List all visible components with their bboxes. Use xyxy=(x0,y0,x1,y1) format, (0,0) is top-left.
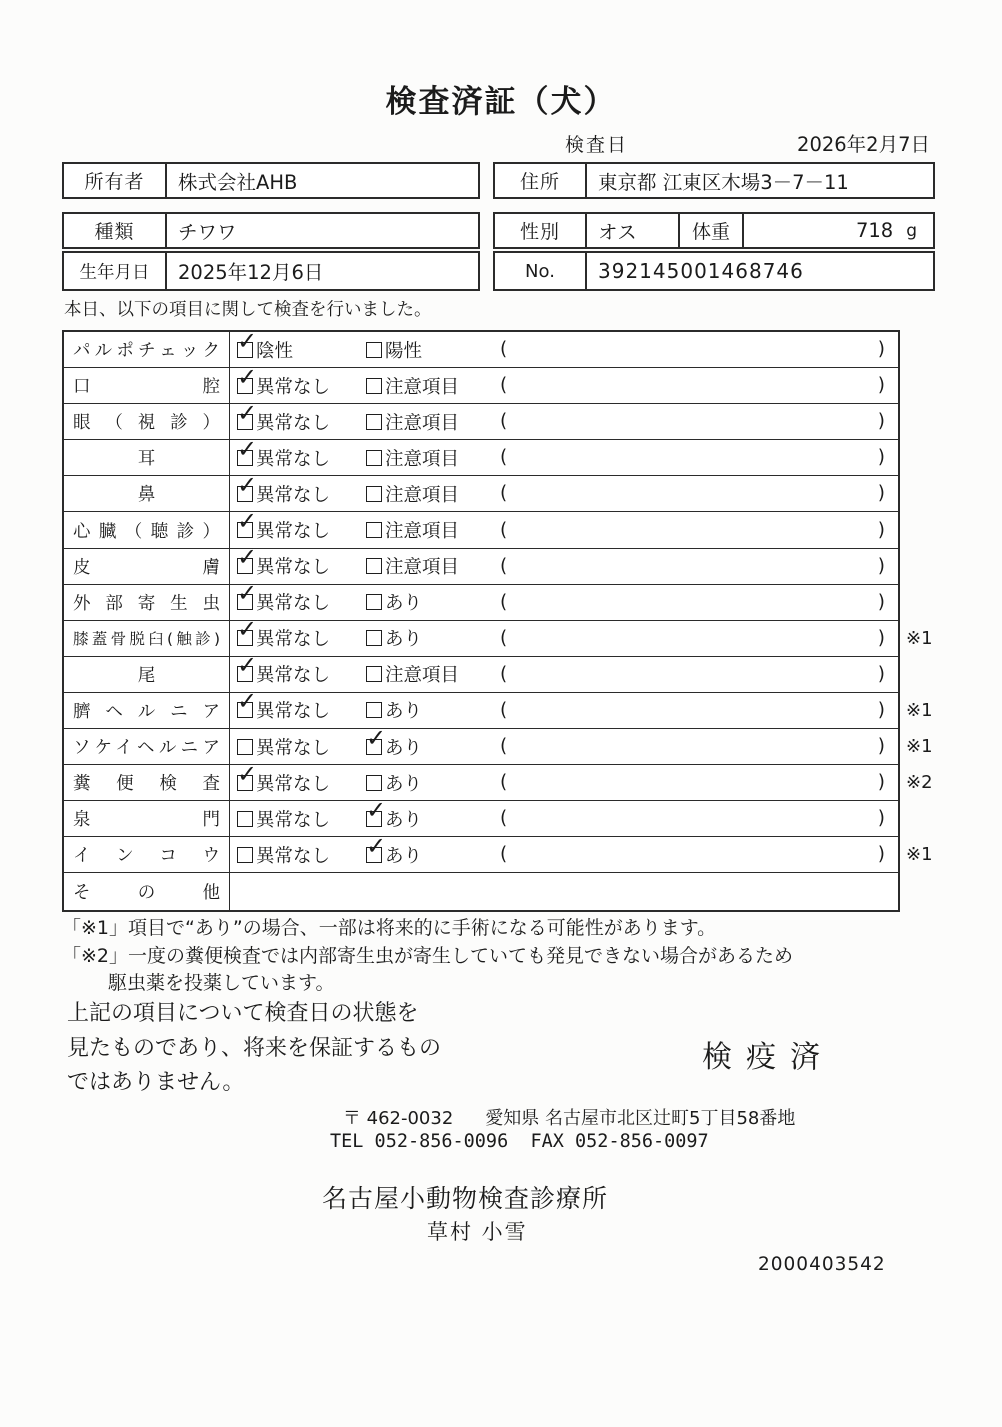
checkbox-checked-icon xyxy=(237,378,253,394)
species-label: 種類 xyxy=(64,214,167,247)
remarks-paren-open: ( xyxy=(500,411,508,433)
checklist-row xyxy=(64,440,898,476)
result-option-label: 異常なし xyxy=(256,412,331,434)
remarks-paren-close: ) xyxy=(877,339,885,361)
weight-unit: g xyxy=(906,220,917,241)
owner-value: 株式会社AHB xyxy=(178,170,298,194)
clinic-name: 名古屋小動物検査診療所 xyxy=(322,1184,609,1213)
intro-text: 本日、以下の項目に関して検査を行いました。 xyxy=(64,300,432,320)
checkbox-checked-icon xyxy=(237,486,253,502)
checkbox-unchecked-icon xyxy=(237,739,253,755)
exam-result-cell xyxy=(230,368,898,403)
checkbox-unchecked-icon xyxy=(366,450,382,466)
result-option-label: 注意項目 xyxy=(385,412,460,434)
result-option-label: 異常なし xyxy=(256,484,331,506)
checkbox-unchecked-icon xyxy=(366,702,382,718)
checklist-row xyxy=(64,657,898,693)
result-option xyxy=(366,625,500,651)
exam-item-label-cell xyxy=(64,657,230,692)
result-option xyxy=(366,589,500,615)
exam-result-cell xyxy=(230,765,898,800)
exam-item-label-cell xyxy=(64,368,230,403)
id-number-box xyxy=(493,251,935,291)
result-option xyxy=(366,661,500,687)
exam-item-label-cell xyxy=(64,512,230,547)
checkbox-unchecked-icon xyxy=(237,811,253,827)
exam-result-cell xyxy=(230,657,898,692)
checkbox-unchecked-icon xyxy=(366,558,382,574)
result-option-label: 異常なし xyxy=(256,845,331,867)
result-option xyxy=(237,373,366,399)
postal-code: 〒 462-0032 xyxy=(342,1108,454,1129)
species-value: チワワ xyxy=(178,220,237,244)
checkbox-unchecked-icon xyxy=(366,666,382,682)
checkbox-checked-icon xyxy=(366,847,382,863)
result-option xyxy=(366,409,500,435)
exam-result-cell xyxy=(230,404,898,439)
owner-box xyxy=(62,162,480,199)
clinic-address: 愛知県 名古屋市北区辻町5丁目58番地 xyxy=(485,1108,796,1129)
inspection-date-value: 2026年2月7日 xyxy=(797,133,930,156)
row-footnote-marker: ※2 xyxy=(906,772,933,794)
result-option xyxy=(366,481,500,507)
remarks-paren-close: ) xyxy=(877,483,885,505)
checklist-row xyxy=(64,873,898,909)
disclaimer-line-2: 見たものであり、将来を保証するもの xyxy=(67,1035,442,1061)
remarks-paren-close: ) xyxy=(877,519,885,541)
result-option xyxy=(237,481,366,507)
result-option-label: 異常なし xyxy=(256,521,331,543)
result-option xyxy=(366,770,500,796)
exam-item-label: 外部寄生虫 xyxy=(73,593,220,614)
checkbox-checked-icon xyxy=(237,342,253,358)
exam-item-label: インコウ xyxy=(73,846,220,867)
remarks-paren-open: ( xyxy=(500,519,508,541)
result-option xyxy=(237,697,366,723)
exam-item-label-cell xyxy=(64,729,230,764)
remarks-paren-close: ) xyxy=(877,591,885,613)
inspection-date-label: 検査日 xyxy=(565,134,629,156)
exam-item-label: パルポチェック xyxy=(73,341,220,362)
checklist-row xyxy=(64,621,933,657)
exam-item-label: 耳 xyxy=(137,449,156,470)
result-option-label: 異常なし xyxy=(256,557,331,579)
owner-label: 所有者 xyxy=(64,164,167,197)
checkbox-unchecked-icon xyxy=(366,486,382,502)
result-option xyxy=(237,409,366,435)
remarks-paren-open: ( xyxy=(500,844,508,866)
exam-result-cell xyxy=(230,801,898,836)
result-option xyxy=(237,445,366,471)
checklist-row xyxy=(64,332,898,368)
remarks-paren-close: ) xyxy=(877,375,885,397)
checklist-row xyxy=(64,549,898,585)
footnote-2-continued: 駆虫薬を投薬しています。 xyxy=(108,972,335,994)
result-option-label: 異常なし xyxy=(256,773,331,795)
checkbox-checked-icon xyxy=(366,739,382,755)
birthdate-label: 生年月日 xyxy=(64,253,167,289)
result-option-label: 注意項目 xyxy=(385,376,460,398)
remarks-paren-open: ( xyxy=(500,447,508,469)
remarks-paren-close: ) xyxy=(877,844,885,866)
checkbox-checked-icon xyxy=(237,450,253,466)
owner-address-box xyxy=(493,162,935,199)
result-option-label: 陰性 xyxy=(256,340,294,362)
checklist-row xyxy=(64,765,933,801)
exam-item-label-cell xyxy=(64,549,230,584)
checkbox-checked-icon xyxy=(366,811,382,827)
row-footnote-marker: ※1 xyxy=(906,627,933,649)
checkbox-checked-icon xyxy=(237,522,253,538)
checkbox-unchecked-icon xyxy=(366,414,382,430)
remarks-paren-close: ) xyxy=(877,699,885,721)
sex-value: オス xyxy=(587,214,680,247)
exam-result-cell xyxy=(230,512,898,547)
birthdate-value: 2025年12月6日 xyxy=(178,261,324,284)
result-option xyxy=(237,770,366,796)
result-option-label: 異常なし xyxy=(256,809,331,831)
disclaimer-line-1: 上記の項目について検査日の状態を xyxy=(67,1001,419,1026)
exam-item-label-cell xyxy=(64,693,230,728)
checklist-row xyxy=(64,368,898,404)
remarks-paren-open: ( xyxy=(500,772,508,794)
remarks-paren-open: ( xyxy=(500,627,508,649)
page-title: 検査済証（犬） xyxy=(385,84,617,120)
footnotes xyxy=(62,915,793,998)
remarks-paren-close: ) xyxy=(877,555,885,577)
checkbox-checked-icon xyxy=(237,594,253,610)
result-option xyxy=(366,373,500,399)
exam-item-label: 膝蓋骨脱臼(触診) xyxy=(73,630,220,649)
result-option xyxy=(366,734,500,760)
checklist-row xyxy=(64,585,898,621)
checkbox-unchecked-icon xyxy=(366,522,382,538)
exam-item-label: 心臓（聴診） xyxy=(73,521,220,542)
result-option xyxy=(237,337,366,363)
remarks-paren-close: ) xyxy=(877,772,885,794)
disclaimer-line-3: ではありません。 xyxy=(67,1070,245,1095)
exam-result-cell xyxy=(230,549,898,584)
quarantine-passed-stamp: 検疫済 xyxy=(702,1040,834,1075)
exam-result-cell xyxy=(230,837,898,872)
veterinarian-name: 草村 小雪 xyxy=(427,1220,528,1244)
exam-item-label: 皮膚 xyxy=(73,557,220,578)
exam-item-label: その他 xyxy=(73,882,220,903)
remarks-paren-open: ( xyxy=(500,663,508,685)
result-option xyxy=(366,806,500,832)
result-option-label: 異常なし xyxy=(256,629,331,651)
checklist-row xyxy=(64,801,898,837)
exam-item-label: 泉門 xyxy=(73,810,220,831)
exam-item-label-cell xyxy=(64,801,230,836)
checkbox-checked-icon xyxy=(237,702,253,718)
exam-item-label-cell xyxy=(64,621,230,656)
result-option-label: 異常なし xyxy=(256,448,331,470)
result-option-label: 陽性 xyxy=(385,340,423,362)
checklist-row xyxy=(64,512,898,548)
exam-result-cell xyxy=(230,621,898,656)
result-option-label: あり xyxy=(385,593,423,615)
remarks-paren-close: ) xyxy=(877,411,885,433)
result-option-label: 異常なし xyxy=(256,593,331,615)
result-option xyxy=(366,337,500,363)
id-number-label: No. xyxy=(495,253,587,289)
remarks-paren-open: ( xyxy=(500,699,508,721)
exam-item-label-cell xyxy=(64,837,230,872)
result-option xyxy=(366,697,500,723)
remarks-paren-open: ( xyxy=(500,483,508,505)
owner-address-label: 住所 xyxy=(495,164,587,197)
result-option-label: 注意項目 xyxy=(385,557,460,579)
weight-value: 718 xyxy=(855,219,894,242)
exam-result-cell xyxy=(230,332,898,367)
exam-result-cell xyxy=(230,693,898,728)
exam-result-cell xyxy=(230,873,898,909)
tel-fax-line: TEL 052-856-0096 FAX 052-856-0097 xyxy=(330,1131,709,1152)
species-box xyxy=(62,212,480,249)
remarks-paren-close: ) xyxy=(877,627,885,649)
exam-item-label: ソケイヘルニア xyxy=(73,738,220,759)
result-option-label: 異常なし xyxy=(256,701,331,723)
result-option-label: 注意項目 xyxy=(385,521,460,543)
remarks-paren-close: ) xyxy=(877,663,885,685)
result-option xyxy=(366,517,500,543)
owner-address-value: 東京都 江東区木場3－7－11 xyxy=(598,170,849,194)
row-footnote-marker: ※1 xyxy=(906,699,933,721)
result-option xyxy=(237,625,366,651)
remarks-paren-open: ( xyxy=(500,375,508,397)
result-option xyxy=(237,553,366,579)
result-option xyxy=(366,842,500,868)
sex-label: 性別 xyxy=(495,214,587,247)
exam-item-label-cell xyxy=(64,585,230,620)
checklist-row xyxy=(64,693,933,729)
result-option xyxy=(237,517,366,543)
result-option-label: 注意項目 xyxy=(385,665,460,687)
exam-item-label: 糞便検査 xyxy=(73,774,220,795)
exam-item-label-cell xyxy=(64,765,230,800)
sex-weight-box xyxy=(493,212,935,249)
id-number-value: 392145001468746 xyxy=(598,259,804,283)
result-option-label: 注意項目 xyxy=(385,484,460,506)
exam-item-label: 鼻 xyxy=(137,485,156,506)
remarks-paren-open: ( xyxy=(500,736,508,758)
checklist-row xyxy=(64,404,898,440)
remarks-paren-open: ( xyxy=(500,808,508,830)
result-option-label: あり xyxy=(385,737,423,759)
footnote-2: 「※2」一度の糞便検査では内部寄生虫が寄生していても発見できない場合があるため xyxy=(62,944,794,967)
birthdate-box xyxy=(62,251,480,291)
exam-item-label-cell xyxy=(64,332,230,367)
footnote-1: 「※1」項目で“あり”の場合、一部は将来的に手術になる可能性があります。 xyxy=(62,917,717,939)
result-option-label: 異常なし xyxy=(256,376,331,398)
checkbox-unchecked-icon xyxy=(366,630,382,646)
exam-result-cell xyxy=(230,585,898,620)
exam-item-label: 眼（視診） xyxy=(73,413,220,434)
checkbox-unchecked-icon xyxy=(366,378,382,394)
result-option xyxy=(237,589,366,615)
result-option xyxy=(237,842,366,868)
result-option-label: あり xyxy=(385,773,423,795)
result-option-label: 注意項目 xyxy=(385,448,460,470)
exam-item-label: 口腔 xyxy=(73,377,220,398)
remarks-paren-open: ( xyxy=(500,339,508,361)
remarks-paren-close: ) xyxy=(877,447,885,469)
weight-label: 体重 xyxy=(680,214,744,247)
row-footnote-marker: ※1 xyxy=(906,736,933,758)
checkbox-unchecked-icon xyxy=(366,775,382,791)
result-option-label: あり xyxy=(385,845,423,867)
result-option-label: 異常なし xyxy=(256,665,331,687)
result-option-label: あり xyxy=(385,701,423,723)
result-option xyxy=(237,661,366,687)
weight-value-cell xyxy=(744,214,933,247)
checklist-row xyxy=(64,476,898,512)
exam-item-label: 尾 xyxy=(137,665,156,686)
result-option xyxy=(366,445,500,471)
result-option xyxy=(237,806,366,832)
result-option-label: 異常なし xyxy=(256,737,331,759)
remarks-paren-close: ) xyxy=(877,808,885,830)
exam-item-label: 臍ヘルニア xyxy=(73,701,220,722)
exam-item-label-cell xyxy=(64,476,230,511)
checkbox-checked-icon xyxy=(237,558,253,574)
checkbox-checked-icon xyxy=(237,630,253,646)
exam-result-cell xyxy=(230,476,898,511)
checkbox-unchecked-icon xyxy=(366,342,382,358)
exam-result-cell xyxy=(230,729,898,764)
serial-number: 2000403542 xyxy=(758,1254,886,1275)
checkbox-unchecked-icon xyxy=(237,847,253,863)
exam-item-label-cell xyxy=(64,404,230,439)
remarks-paren-close: ) xyxy=(877,736,885,758)
result-option-label: あり xyxy=(385,809,423,831)
checkbox-checked-icon xyxy=(237,775,253,791)
result-option xyxy=(366,553,500,579)
exam-result-cell xyxy=(230,440,898,475)
checklist-row xyxy=(64,837,933,873)
checkbox-unchecked-icon xyxy=(366,594,382,610)
row-footnote-marker: ※1 xyxy=(906,844,933,866)
result-option xyxy=(237,734,366,760)
remarks-paren-open: ( xyxy=(500,555,508,577)
checkbox-checked-icon xyxy=(237,666,253,682)
remarks-paren-open: ( xyxy=(500,591,508,613)
result-option-label: あり xyxy=(385,629,423,651)
exam-item-label-cell xyxy=(64,873,230,909)
checklist-row xyxy=(64,729,933,765)
exam-item-label-cell xyxy=(64,440,230,475)
checkbox-checked-icon xyxy=(237,414,253,430)
checklist-table xyxy=(62,330,933,912)
